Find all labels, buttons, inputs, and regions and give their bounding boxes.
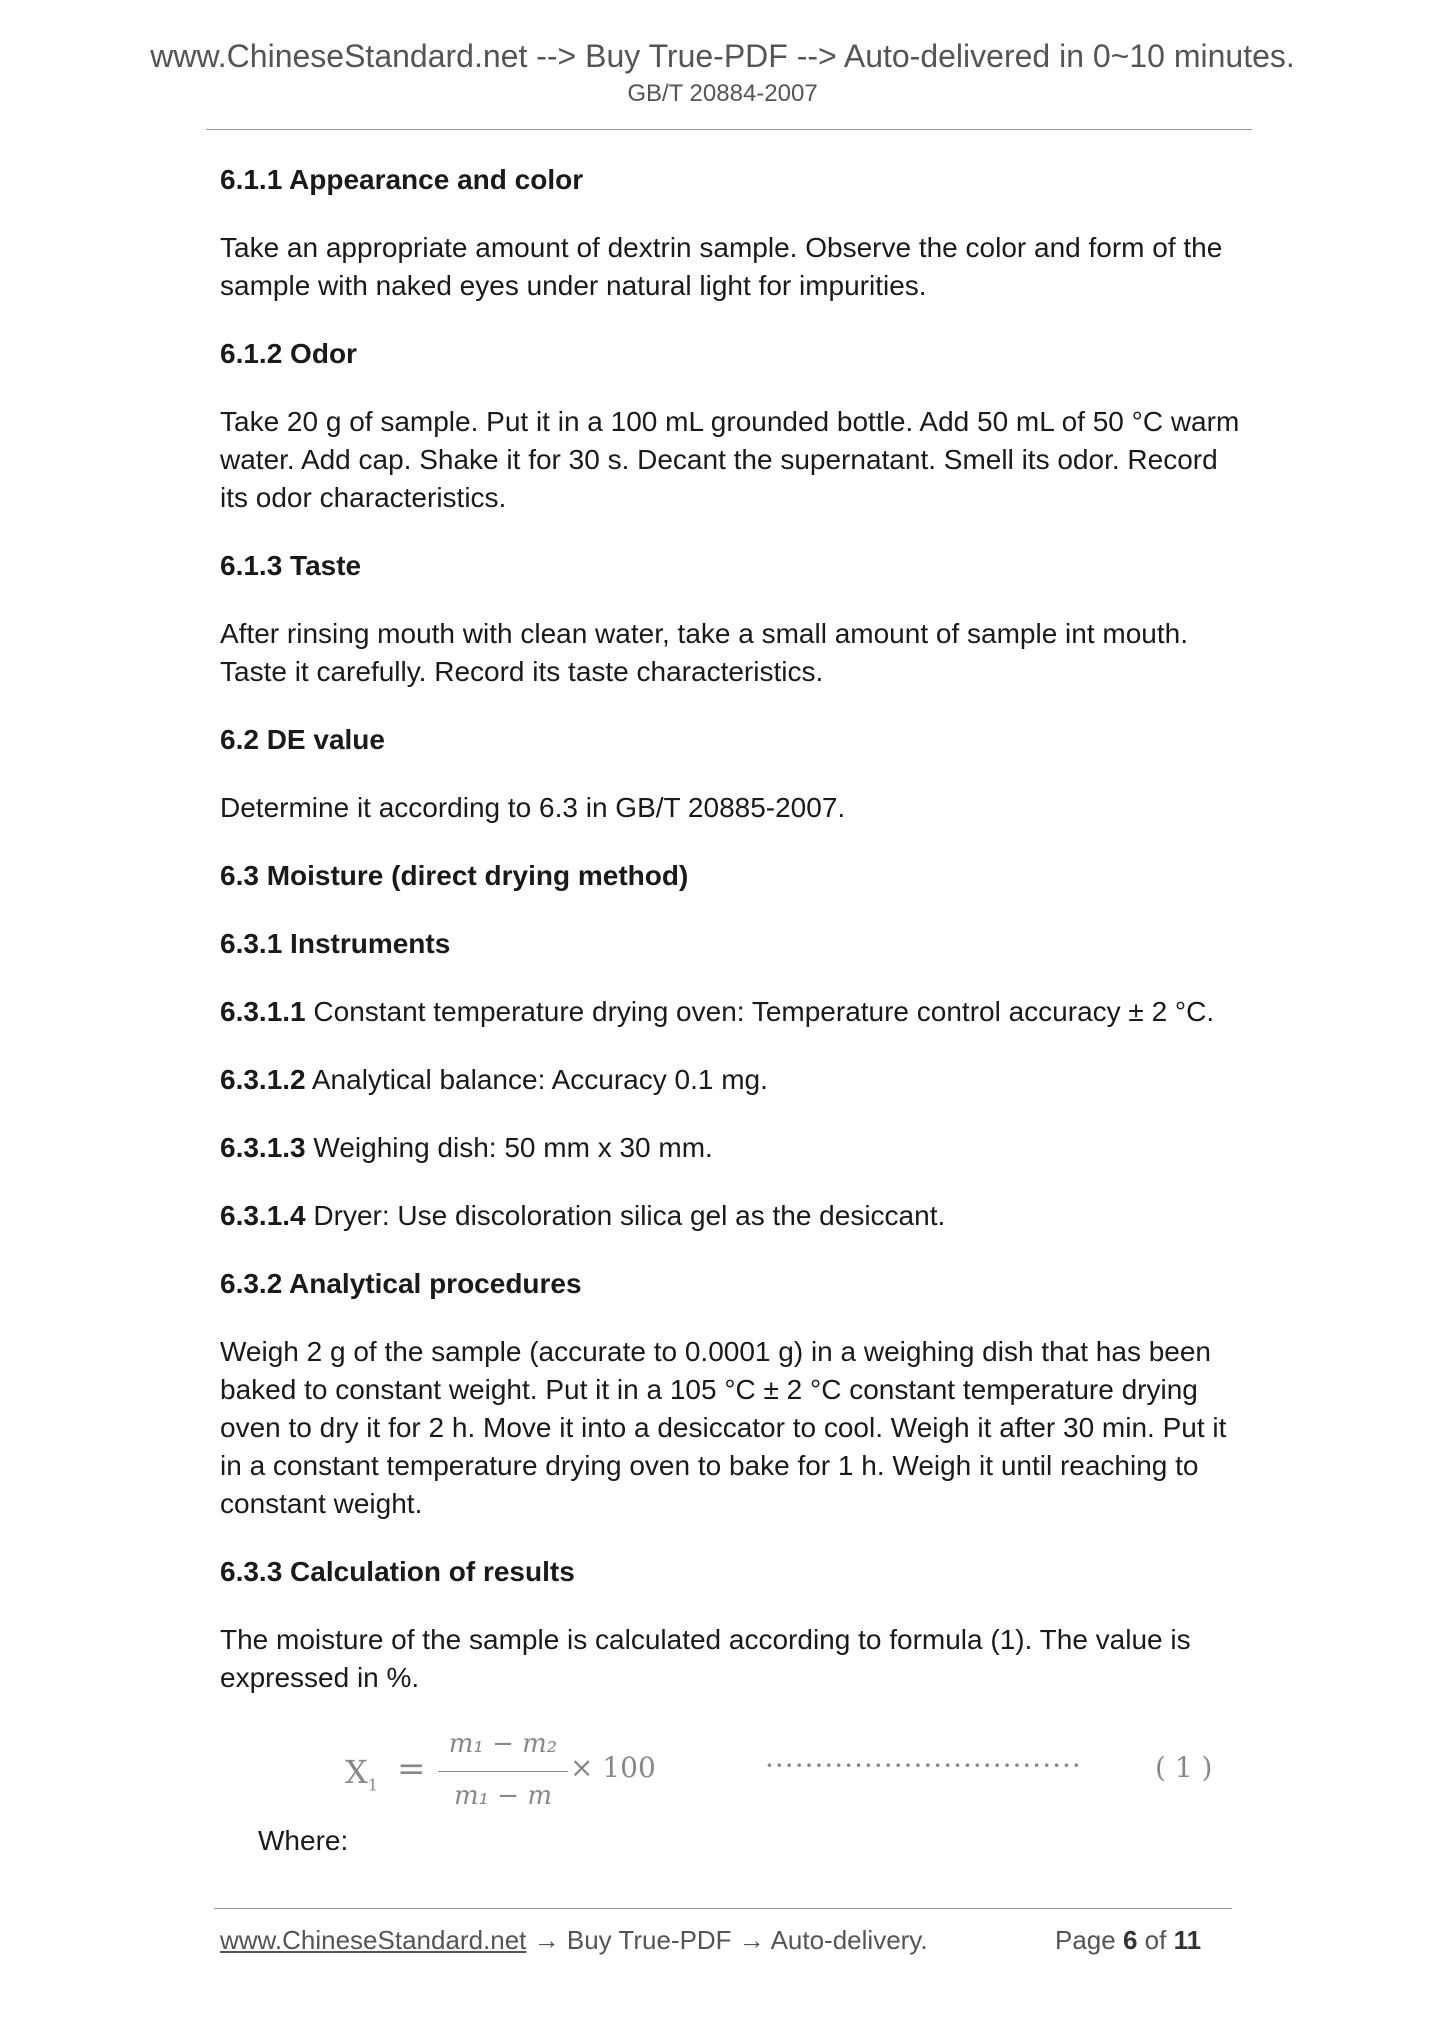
instrument-item xyxy=(220,993,1240,1031)
item-text: Weighing dish: 50 mm x 30 mm. xyxy=(305,1132,713,1163)
item-number: 6.3.1.2 xyxy=(220,1064,306,1095)
document-body xyxy=(220,161,1240,1727)
section-text-6-2: Determine it according to 6.3 in GB/T 20885-2007. xyxy=(220,792,846,823)
section-title-6-1-1: 6.1.1 Appearance and color xyxy=(220,164,584,195)
section-title-6-2: 6.2 DE value xyxy=(220,724,385,755)
section-title-6-3-2: 6.3.2 Analytical procedures xyxy=(220,1268,582,1299)
page-indicator xyxy=(1055,1925,1201,1956)
formula-denominator: m₁ − m xyxy=(453,1781,553,1811)
formula-number: ( 1 ) xyxy=(1155,1751,1213,1784)
standard-code: GB/T 20884-2007 xyxy=(627,80,818,107)
instrument-item xyxy=(220,1061,1240,1099)
section-title-6-1-3: 6.1.3 Taste xyxy=(220,550,362,581)
section-text-6-1-1: Take an appropriate amount of dextrin sample. Observe the color and form of the sample with naked eyes under natural light for impurities. xyxy=(220,232,1223,301)
section-title-6-3: 6.3 Moisture (direct drying method) xyxy=(220,860,689,891)
header-divider xyxy=(206,129,1252,130)
instrument-item xyxy=(220,1129,1240,1167)
footer-divider xyxy=(214,1908,1232,1909)
item-number: 6.3.1.3 xyxy=(220,1132,306,1163)
formula-lhs-subscript: 1 xyxy=(367,1775,378,1795)
section-text-6-1-3: After rinsing mouth with clean water, take a small amount of sample int mouth. Taste it carefully. Record its taste characteristics. xyxy=(220,618,1189,687)
page-label: Page xyxy=(1055,1925,1116,1955)
item-text: Analytical balance: Accuracy 0.1 mg. xyxy=(305,1064,768,1095)
page-total: 11 xyxy=(1173,1925,1202,1955)
where-label: Where: xyxy=(258,1825,349,1856)
formula-lhs: $X_1$ xyxy=(345,1753,378,1795)
formula-equals: = xyxy=(397,1749,426,1789)
footer-left xyxy=(220,1925,928,1956)
section-text-6-3-3: The moisture of the sample is calculated according to formula (1). The value is expressed in %. xyxy=(220,1624,1191,1693)
item-number: 6.3.1.4 xyxy=(220,1200,306,1231)
instrument-item xyxy=(220,1197,1240,1235)
fraction-bar xyxy=(438,1771,568,1772)
page-current: 6 xyxy=(1122,1925,1138,1955)
header-banner: www.ChineseStandard.net --> Buy True-PDF --> Auto-delivered in 0~10 minutes. xyxy=(150,38,1295,74)
section-title-6-3-3: 6.3.3 Calculation of results xyxy=(220,1556,575,1587)
item-text: Constant temperature drying oven: Temperature control accuracy ± 2 °C. xyxy=(305,996,1215,1027)
page-of: of xyxy=(1144,1925,1167,1955)
formula-leader-dots: ································ xyxy=(765,1749,1082,1782)
footer-site-link[interactable]: www.ChineseStandard.net xyxy=(220,1925,527,1955)
section-text-6-3-2: Weigh 2 g of the sample (accurate to 0.0001 g) in a weighing dish that has been baked to constant weight. Put it in a 105 °C ± 2 °C constant temperature drying oven to dry it for 2 h. Move it into a desiccator to cool. Weigh it after 30 min. Put it in a constant temperature drying oven to bake for 1 h. Weigh it until reaching to constant weight. xyxy=(220,1336,1227,1519)
formula-numerator: m₁ − m₂ xyxy=(448,1729,558,1759)
item-text: Dryer: Use discoloration silica gel as the desiccant. xyxy=(305,1200,946,1231)
item-number: 6.3.1.1 xyxy=(220,996,306,1027)
section-title-6-3-1: 6.3.1 Instruments xyxy=(220,928,451,959)
section-text-6-1-2: Take 20 g of sample. Put it in a 100 mL grounded bottle. Add 50 mL of 50 °C warm water. Add cap. Shake it for 30 s. Decant the supernatant. Smell its odor. Record its odor characteristics. xyxy=(220,406,1240,513)
formula-multiplier: × 100 xyxy=(570,1751,656,1784)
footer-tagline: → Buy True-PDF → Auto-delivery. xyxy=(526,1925,928,1955)
moisture-formula xyxy=(345,1725,1245,1820)
section-title-6-1-2: 6.1.2 Odor xyxy=(220,338,357,369)
